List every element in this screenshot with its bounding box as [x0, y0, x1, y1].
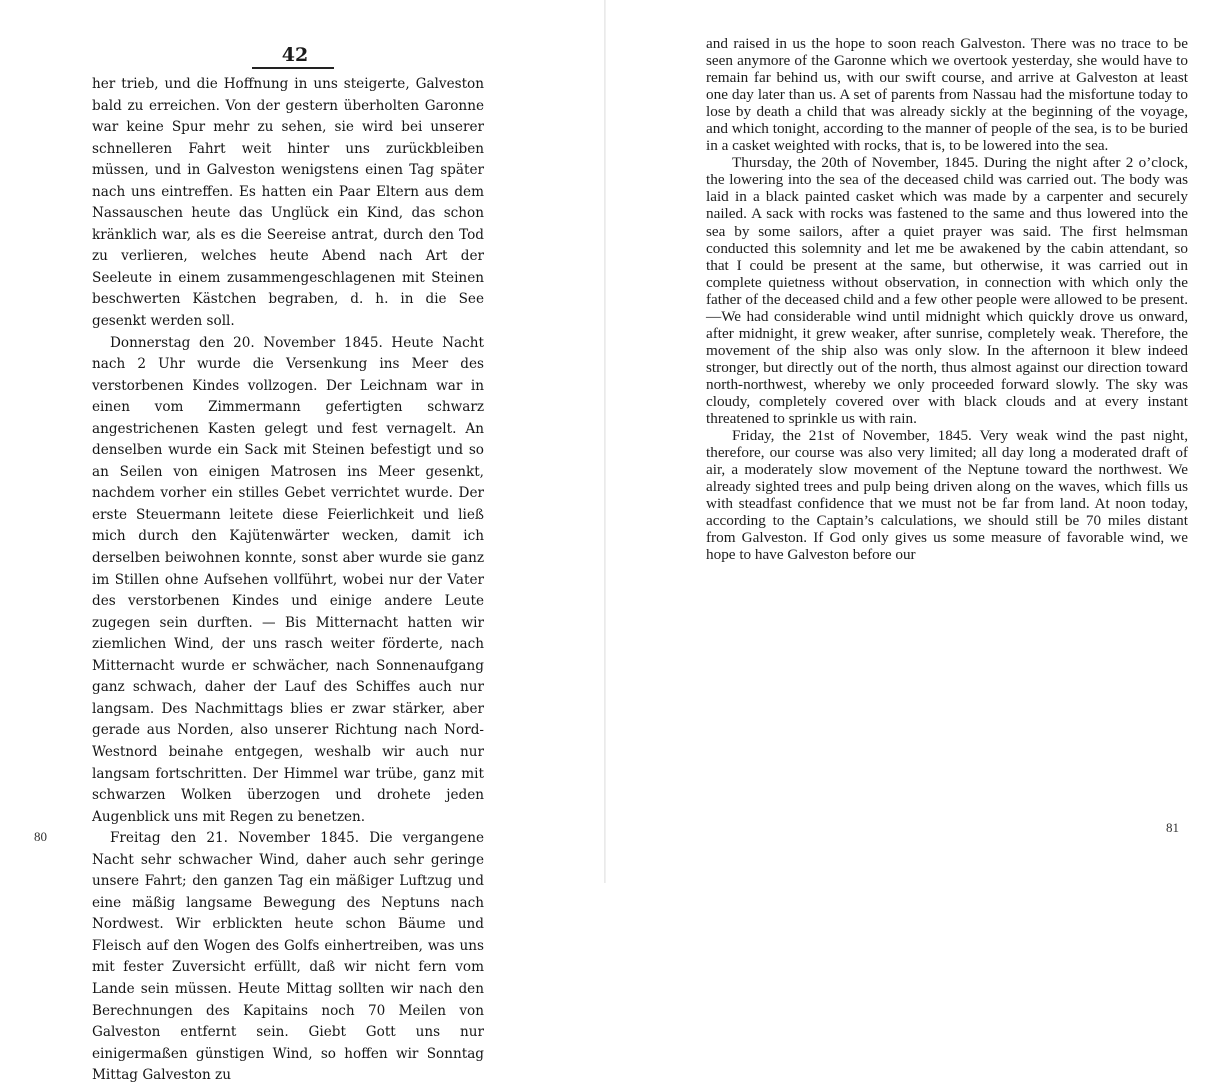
right-page — [606, 0, 1208, 883]
left-page — [0, 0, 604, 1084]
left-page-number: 80 — [34, 829, 47, 844]
german-text-block — [92, 74, 484, 1087]
english-paragraph-2: Thursday, the 20th of November, 1845. During the night after 2 o’clock, the lowering into the sea of the deceased child was carried out. The body was laid in a black painted casket which was made by a carpenter and securely nailed. A sack with rocks was fastened to the same and thus lowered into the sea by some sailors, after a quiet prayer was said. The first helmsman conducted this solemnity and let me be awakened by the cabin attendant, so that I could be present at the same, but otherwise, it was carried out in complete quietness without observation, in connection with which only the father of the deceased child and a few other people were allowed to be present.—We had considerable wind until midnight which quickly drove us onward, after midnight, it grew weaker, after sunrise, completely weak. Therefore, the movement of the ship also was only slow. In the afternoon it blew indeed stronger, but directly out of the north, thus almost against our direction toward north-northwest, whereby we only proceeded forward slowly. The sky was cloudy, completely covered over with black clouds and at every instant threatened to sprinkle us with rain. — [706, 154, 1188, 428]
original-page-number: 42 — [281, 44, 309, 66]
german-paragraph-2: Donnerstag den 20. November 1845. Heute Nacht nach 2 Uhr wurde die Versenkung ins Meer des verstorbenen Kindes vollzogen. Der Leichnam war in einen vom Zimmermann gefertigten schwarz angestrichenen Kasten gelegt und fest vernagelt. An denselben wurde ein Sack mit Steinen befestigt und so an Seilen von einigen Matrosen ins Meer gesenkt, nachdem vorher ein stilles Gebet verrichtet wurde. Der erste Steuermann leitete diese Feierlichkeit und ließ mich durch den Kajütenwärter wecken, damit ich derselben beiwohnen konnte, sonst aber wurde sie ganz im Stillen ohne Aufsehen vollführt, wobei nur der Vater des verstorbenen Kindes und einige andere Leute zugegen sein durften. — Bis Mitternacht hatten wir ziemlichen Wind, der uns rasch weiter förderte, nach Mitternacht wurde er schwächer, nach Sonnenaufgang ganz schwach, daher der Lauf des Schiffes auch nur langsam. Des Nachmittags blies er zwar stärker, aber gerade aus Norden, also unserer Richtung nach Nord-Westnord beinahe entgegen, weshalb wir auch nur langsam fortschritten. Der Himmel war trübe, ganz mit schwarzen Wolken überzogen und drohete jeden Augenblick uns mit Regen zu benetzen. — [92, 334, 484, 825]
english-paragraph-1: and raised in us the hope to soon reach Galveston. There was no trace to be seen anymore of the Garonne which we overtook yesterday, she would have to remain far behind us, with our swift course, and arrive at Galveston at least one day later than us. A set of parents from Nassau had the misfortune today to lose by death a child that was already sickly at the beginning of the voyage, and which tonight, according to the manner of people of the sea, is to be buried in a casket weighted with rocks, that is, to be lowered into the sea. — [706, 35, 1188, 155]
german-paragraph-3: Freitag den 21. November 1845. Die vergangene Nacht sehr schwacher Wind, daher auch sehr geringe unsere Fahrt; den ganzen Tag ein mäßiger Luftzug und eine mäßig langsame Bewegung des Neptuns nach Nordwest. Wir erblickten heute schon Bäume und Fleisch auf den Wogen des Golfs einhertreiben, was uns mit fester Zuversicht erfüllt, daß wir nicht fern vom Lande sein müssen. Heute Mittag sollten wir nach den Berechnungen des Kapitains noch 70 Meilen von Galveston entfernt sein. Giebt Gott uns nur einigermaßen günstigen Wind, so hoffen wir Sonntag Mittag Galveston zu — [92, 830, 484, 1084]
english-text-block — [706, 35, 1188, 563]
right-page-number: 81 — [1166, 820, 1179, 835]
german-paragraph-1: her trieb, und die Hoffnung in uns steigerte, Galveston bald zu erreichen. Von der gestern überholten Garonne war keine Spur mehr zu sehen, sie wird bei unserer schnelleren Fahrt weit hinter uns zurückbleiben müssen, und in Galveston wenigstens einen Tag später nach uns eintreffen. Es hatten ein Paar Eltern aus dem Nassauschen heute das Unglück ein Kind, das schon kränklich war, als es die Seereise antrat, durch den Tod zu verlieren, welches heute Abend nach Art der Seeleute in einem zusammengeschlagenen mit Steinen beschwerten Kästchen begraben, d. h. in die See gesenkt werden soll. — [92, 76, 484, 330]
header-rule — [252, 67, 334, 69]
english-paragraph-3: Friday, the 21st of November, 1845. Very weak wind the past night, therefore, our course was also very limited; all day long a moderated draft of air, a moderately slow movement of the Neptune toward the northwest. We already sighted trees and pulp being driven along on the waves, which fills us with steadfast confidence that we must not be far from land. At noon today, according to the Captain’s calculations, we should still be 70 miles distant from Galveston. If God only gives us some measure of favorable wind, we hope to have Galveston before our — [706, 427, 1188, 564]
